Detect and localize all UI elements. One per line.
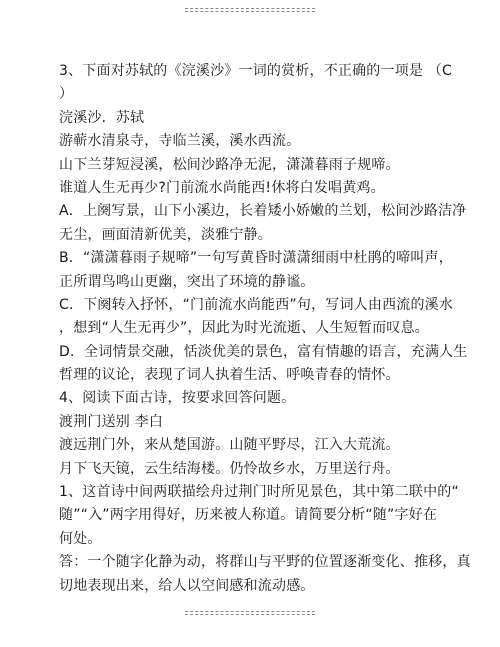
sub-question-1-cont: 随”“入”两字用得好，历来被人称道。请简要分析“随”字好在 bbox=[59, 507, 438, 524]
poem-line-1: 山下兰芽短浸溪，松间沙路净无泥，潇潇暮雨子规啼。 bbox=[59, 156, 400, 173]
question-3-stem: 3、下面对苏轼的《浣溪沙》一词的赏析，不正确的一项是 （C bbox=[59, 63, 452, 79]
header-rule-bottom bbox=[185, 11, 315, 12]
poem-2-line-2: 月下飞天镜，云生结海楼。仍怜故乡水，万里送行舟。 bbox=[59, 460, 400, 477]
sub-question-1-end: 何处。 bbox=[59, 530, 102, 547]
sub-question-1: 1、这首诗中间两联描绘舟过荆门时所见景色，其中第二联中的“ bbox=[59, 484, 459, 501]
option-c: C．下阕转入抒怀，“门前流水尚能西”句，写词人由西流的溪水 bbox=[59, 296, 454, 313]
option-a-cont: 无尘，画面清新优美，淡雅宁静。 bbox=[59, 226, 272, 243]
option-d-cont: 哲理的议论，表现了词人执着生活、呼唤青春的情怀。 bbox=[59, 367, 400, 384]
poem-2-line-1: 渡远荆门外，来从楚国游。山随平野尽，江入大荒流。 bbox=[59, 437, 400, 454]
answer: 答：一个随字化静为动，将群山与平野的位置逐渐变化、推移，真 bbox=[59, 554, 471, 571]
footer-rule-bottom bbox=[185, 614, 315, 615]
option-b: B．“潇潇暮雨子规啼”一句写黄昏时潇潇细雨中杜鹃的啼叫声， bbox=[59, 250, 453, 267]
option-d: D．全词情景交融，恬淡优美的景色，富有情趣的语言，充满人生 bbox=[59, 343, 468, 360]
question-4-stem: 4、阅读下面古诗，按要求回答问题。 bbox=[59, 390, 296, 407]
poem-2-title: 渡荆门送别 李白 bbox=[59, 413, 164, 430]
option-a: A．上阕写景，山下小溪边，长着矮小娇嫩的兰划，松间沙路洁净 bbox=[59, 203, 467, 220]
footer-rule-top bbox=[185, 611, 315, 612]
header-rule-top bbox=[185, 8, 315, 9]
question-3-stem-cont: ） bbox=[59, 86, 74, 103]
option-c-cont: ，想到“人生无再少”，因此为时光流逝、人生短暂而叹息。 bbox=[59, 320, 429, 337]
option-b-cont: 正所谓鸟鸣山更幽，突出了环境的静谧。 bbox=[59, 273, 315, 290]
document-body bbox=[59, 60, 471, 598]
poem-preface: 游蕲水清泉寺，寺临兰溪，溪水西流。 bbox=[59, 133, 301, 150]
poem-line-2: 谁道人生无再少?门前流水尚能西!休将白发唱黄鸡。 bbox=[59, 179, 385, 196]
answer-cont: 切地表现出来，给人以空间感和流动感。 bbox=[59, 577, 315, 594]
poem-title: 浣溪沙．苏轼 bbox=[59, 109, 145, 126]
